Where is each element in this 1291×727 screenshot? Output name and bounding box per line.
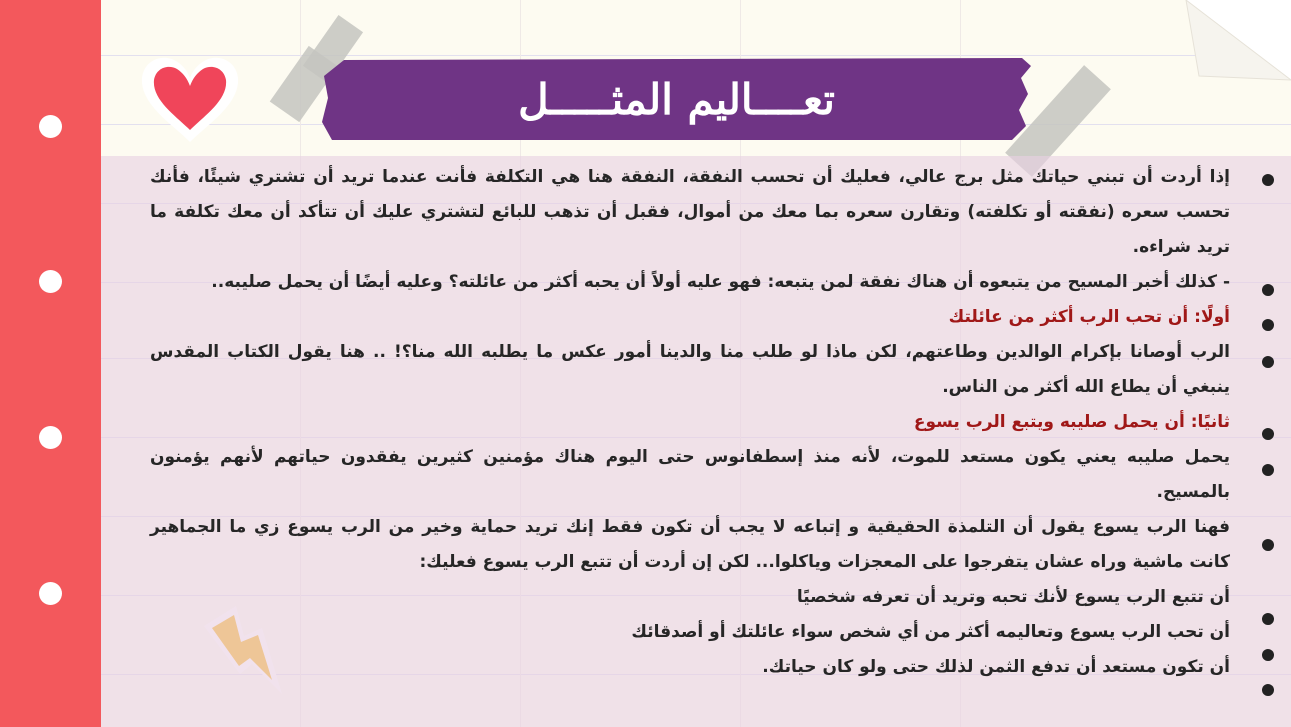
binding-hole (39, 270, 62, 293)
binding-hole (39, 582, 62, 605)
section-heading: ثانيًا: أن يحمل صليبه ويتبع الرب يسوع (913, 412, 1230, 432)
bullet-icon (1262, 356, 1274, 368)
bullet-icon (1262, 319, 1274, 331)
list-item: أن تتبع الرب يسوع لأنك تحبه وتريد أن تعرفه شخصيًا (796, 587, 1230, 607)
paragraph: إذا أردت أن تبني حياتك مثل برج عالي، فعليك أن تحسب النفقة، النفقة هنا هي التكلفة فأنت عندما تريد أن تشتري شيئًا، فأنك تحسب سعره (نفقته أو تكلفته) وتقارن سعره بما معك من أموال، فقبل أن تذهب للبائع لتشتري عليك أن تتأكد أن معك تكلفة ما تريد شراءه. (150, 167, 1230, 257)
folded-corner-icon (1181, 0, 1291, 82)
bullet-icon (1262, 613, 1274, 625)
body-text (150, 160, 1230, 685)
list-item: أن تحب الرب يسوع وتعاليمه أكثر من أي شخص سواء عائلتك أو أصدقائك (631, 622, 1230, 642)
notebook-binding-strip (0, 0, 101, 727)
slide-title: تعــــاليم المثـــــل (518, 74, 835, 124)
bullet-icon (1262, 174, 1274, 186)
section-heading: أولًا: أن تحب الرب أكثر من عائلتك (948, 307, 1230, 327)
binding-hole (39, 426, 62, 449)
paragraph: فهنا الرب يسوع يقول أن التلمذة الحقيقية و إتباعه لا يجب أن تكون فقط إنك تريد حماية وخير من الرب يسوع زي ما الجماهير كانت ماشية وراه عشان يتفرجوا على المعجزات وياكلوا... لكن إن أردت أن تتبع الرب يسوع فعليك: (150, 517, 1230, 572)
bullet-icon (1262, 464, 1274, 476)
heart-icon (132, 50, 250, 148)
bullet-icon (1262, 539, 1274, 551)
binding-hole (39, 115, 62, 138)
paragraph: الرب أوصانا بإكرام الوالدين وطاعتهم، لكن ماذا لو طلب منا والدينا أمور عكس ما يطلبه الله منا؟! .. هنا يقول الكتاب المقدس ينبغي أن يطاع الله أكثر من الناس. (150, 342, 1230, 397)
bullet-icon (1262, 284, 1274, 296)
list-item: أن تكون مستعد أن تدفع الثمن لذلك حتى ولو كان حياتك. (762, 657, 1230, 677)
bullet-icon (1262, 428, 1274, 440)
bullet-icon (1262, 684, 1274, 696)
paragraph: - كذلك أخبر المسيح من يتبعوه أن هناك نفقة لمن يتبعه: فهو عليه أولاً أن يحبه أكثر من عائلته؟ وعليه أيضًا أن يحمل صليبه.. (211, 272, 1230, 292)
paragraph: يحمل صليبه يعني يكون مستعد للموت، لأنه منذ إسطفانوس حتى اليوم هناك مؤمنين كثيرين يفقدون حياتهم لأنهم يؤمنون بالمسيح. (150, 447, 1230, 502)
bullet-icon (1262, 649, 1274, 661)
ruled-line (101, 55, 1291, 56)
